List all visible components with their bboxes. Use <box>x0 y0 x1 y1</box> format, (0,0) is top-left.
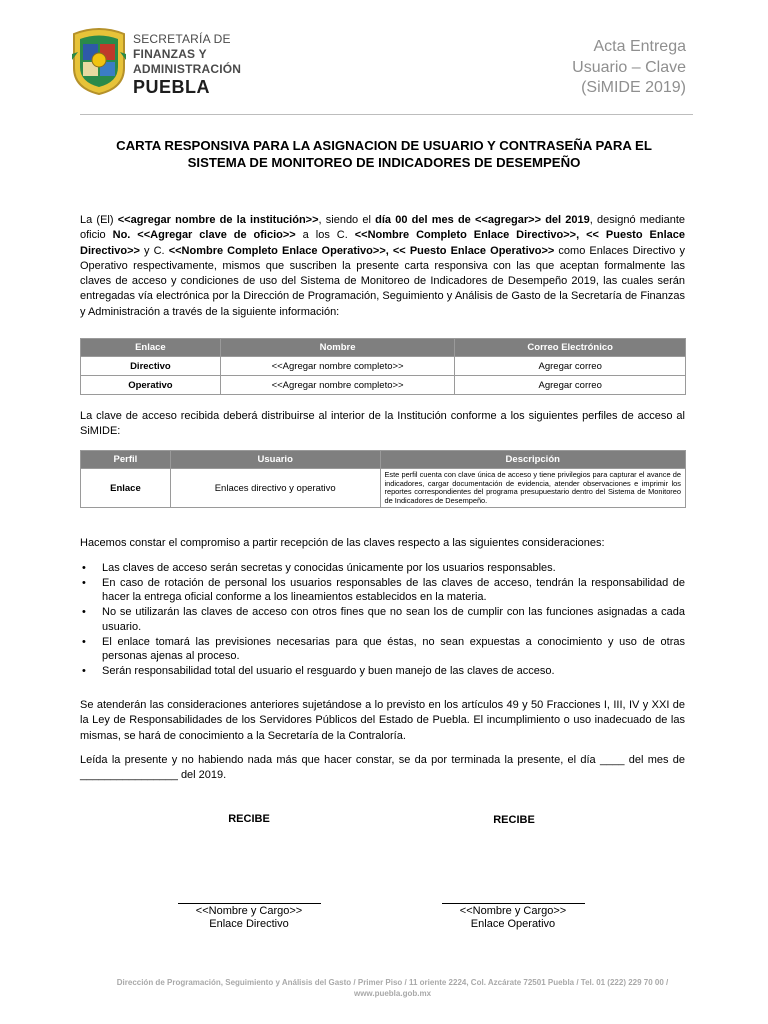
title-line-1: CARTA RESPONSIVA PARA LA ASIGNACION DE USUARIO Y CONTRASEÑA PARA EL <box>116 138 652 153</box>
cell-enlace: Directivo <box>81 357 221 376</box>
enlace-table <box>80 338 686 395</box>
intro-directivo: <<Nombre Completo Enlace Directivo>>, << Puesto Enlace Directivo>> <box>80 229 685 257</box>
list-item <box>80 561 685 576</box>
signature-name-right: <<Nombre y Cargo>> <box>459 905 567 917</box>
col-header-usuario: Usuario <box>170 451 380 469</box>
intro-paragraph <box>80 213 685 320</box>
signature-right <box>433 905 593 932</box>
profile-table <box>80 450 686 508</box>
cell-enlace: Operativo <box>81 376 221 395</box>
table-header-row <box>81 339 686 357</box>
list-item <box>80 605 685 634</box>
col-header-nombre: Nombre <box>220 339 455 357</box>
table-header-row <box>81 451 686 469</box>
table-row <box>81 376 686 395</box>
doc-label-line-1: Acta Entrega <box>593 38 686 55</box>
signature-line-right <box>442 903 585 904</box>
recibe-left: RECIBE <box>228 813 270 825</box>
org-line-4: PUEBLA <box>133 77 211 97</box>
intro-text-4: a los C. <box>295 229 355 242</box>
footer-address: Dirección de Programación, Seguimiento y Análisis del Gasto / Primer Piso / 11 oriente 2224, Col. Azcárate 72501 Puebla / Tel. 01 (222) 229 70 00 / <box>116 978 669 987</box>
cell-perfil: Enlace <box>81 469 171 508</box>
recibe-right: RECIBE <box>493 814 535 826</box>
signature-line-left <box>178 903 321 904</box>
header-divider <box>80 114 693 115</box>
intro-institution: <<agregar nombre de la institución>> <box>117 214 319 226</box>
list-item-text: Las claves de acceso serán secretas y conocidas únicamente por los usuarios responsables. <box>102 562 556 574</box>
table-row <box>81 357 686 376</box>
document-title <box>80 138 688 171</box>
cell-correo: Agregar correo <box>455 376 686 395</box>
col-header-correo: Correo Electrónico <box>455 339 686 357</box>
bullet-icon: • <box>82 635 86 648</box>
list-item-text: No se utilizarán las claves de acceso con otros fines que no sean los de cumplir con las funciones asignadas a cada usuario. <box>102 606 685 633</box>
org-line-1: SECRETARÍA DE <box>133 32 231 46</box>
list-item <box>80 664 685 679</box>
cell-correo: Agregar correo <box>455 357 686 376</box>
document-label <box>572 37 686 99</box>
doc-label-line-3: (SiMIDE 2019) <box>581 79 686 96</box>
coat-of-arms-logo <box>70 24 128 96</box>
cell-nombre: <<Agregar nombre completo>> <box>220 357 455 376</box>
cell-usuario: Enlaces directivo y operativo <box>170 469 380 508</box>
org-line-3: ADMINISTRACIÓN <box>133 62 242 76</box>
page-footer <box>80 977 705 999</box>
bullet-icon: • <box>82 562 86 574</box>
considerations-list <box>80 561 685 679</box>
list-item-text: El enlace tomará las previsiones necesarias para que éstas, no sean expuestas a conocimiento y uso de otras personas ajenas al proceso. <box>102 635 685 663</box>
bullet-icon: • <box>82 576 86 589</box>
doc-label-line-2: Usuario – Clave <box>572 58 686 76</box>
signature-role-right: Enlace Operativo <box>470 918 556 931</box>
closing-paragraph: Leída la presente y no habiendo nada más que hacer constar, se da por terminada la presente, el día ____ del mes de ________________ del 2019. <box>80 754 685 782</box>
signature-name-left: <<Nombre y Cargo>> <box>195 905 303 917</box>
col-header-perfil: Perfil <box>81 451 171 469</box>
col-header-descripcion: Descripción <box>380 451 686 469</box>
intro-text-3: , designó mediante oficio <box>80 214 686 242</box>
list-item <box>80 576 685 605</box>
list-item-text: Serán responsabilidad total del usuario el resguardo y buen manejo de las claves de acceso. <box>102 664 555 677</box>
considerations-intro: Hacemos constar el compromiso a partir recepción de las claves respecto a las siguientes consideraciones: <box>80 537 605 549</box>
cell-descripcion: Este perfil cuenta con clave única de acceso y tiene privilegios para capturar el avance de indicadores, cargar documentación de evidencia, atender observaciones e imprimir los reportes correspondientes del programa presupuestario dentro del Sistema de Monitoreo de Indicadores de Desempeño. <box>380 469 686 508</box>
list-item <box>80 635 685 664</box>
intro-text-5: y C. <box>139 244 169 257</box>
signature-role-left: Enlace Directivo <box>209 918 289 931</box>
bullet-icon: • <box>82 664 86 677</box>
intro-text-6: como Enlaces Directivo y Operativo respectivamente, mismos que suscriben la presente carta responsiva con las que aceptan formalmente las claves de acceso y condiciones de uso del Sistema de Monitoreo de Indicadores de Desempeño 2019, las cuales serán entregadas vía electrónica por la Dirección de Programación, Seguimiento y Análisis de Gasto de la Secretaría de Finanzas y Administración a través de la siguiente información: <box>80 244 685 318</box>
bullet-icon: • <box>82 606 86 619</box>
list-item-text: En caso de rotación de personal los usuarios responsables de las claves de acceso, tendrán la responsabilidad de hacer la entrega oficial conforme a los lineamientos establecidos en la materia. <box>102 576 685 604</box>
footer-website: www.puebla.gob.mx <box>353 989 432 998</box>
col-header-enlace: Enlace <box>81 339 221 357</box>
legal-paragraph: Se atenderán las consideraciones anteriores sujetándose a lo previsto en los artículos 49 y 50 Fracciones I, III, IV y XXI de la Ley de Responsabilidades de los Servidores Públicos del Estado de Puebla. El incumplimiento o uso inadecuado de las mismas, se hará de conocimiento a la Secretaría de la Contraloría. <box>80 699 685 742</box>
cell-nombre: <<Agregar nombre completo>> <box>220 376 455 395</box>
organization-name <box>133 32 241 97</box>
org-line-2: FINANZAS Y <box>133 47 207 61</box>
intro-date: día 00 del mes de <<agregar>> del 2019 <box>375 214 590 226</box>
profiles-paragraph: La clave de acceso recibida deberá distribuirse al interior de la Institución conforme a los siguientes perfiles de acceso al SiMIDE: <box>80 410 685 438</box>
intro-text-2: , siendo el <box>318 214 376 226</box>
intro-operativo: <<Nombre Completo Enlace Operativo>>, << Puesto Enlace Operativo>> <box>168 244 555 257</box>
title-line-2: SISTEMA DE MONITOREO DE INDICADORES DE DESEMPEÑO <box>187 154 581 170</box>
table-row <box>81 469 686 508</box>
intro-text-1: La (El) <box>80 214 118 226</box>
signature-left <box>169 905 329 932</box>
intro-oficio: No. <<Agregar clave de oficio>> <box>112 229 296 242</box>
